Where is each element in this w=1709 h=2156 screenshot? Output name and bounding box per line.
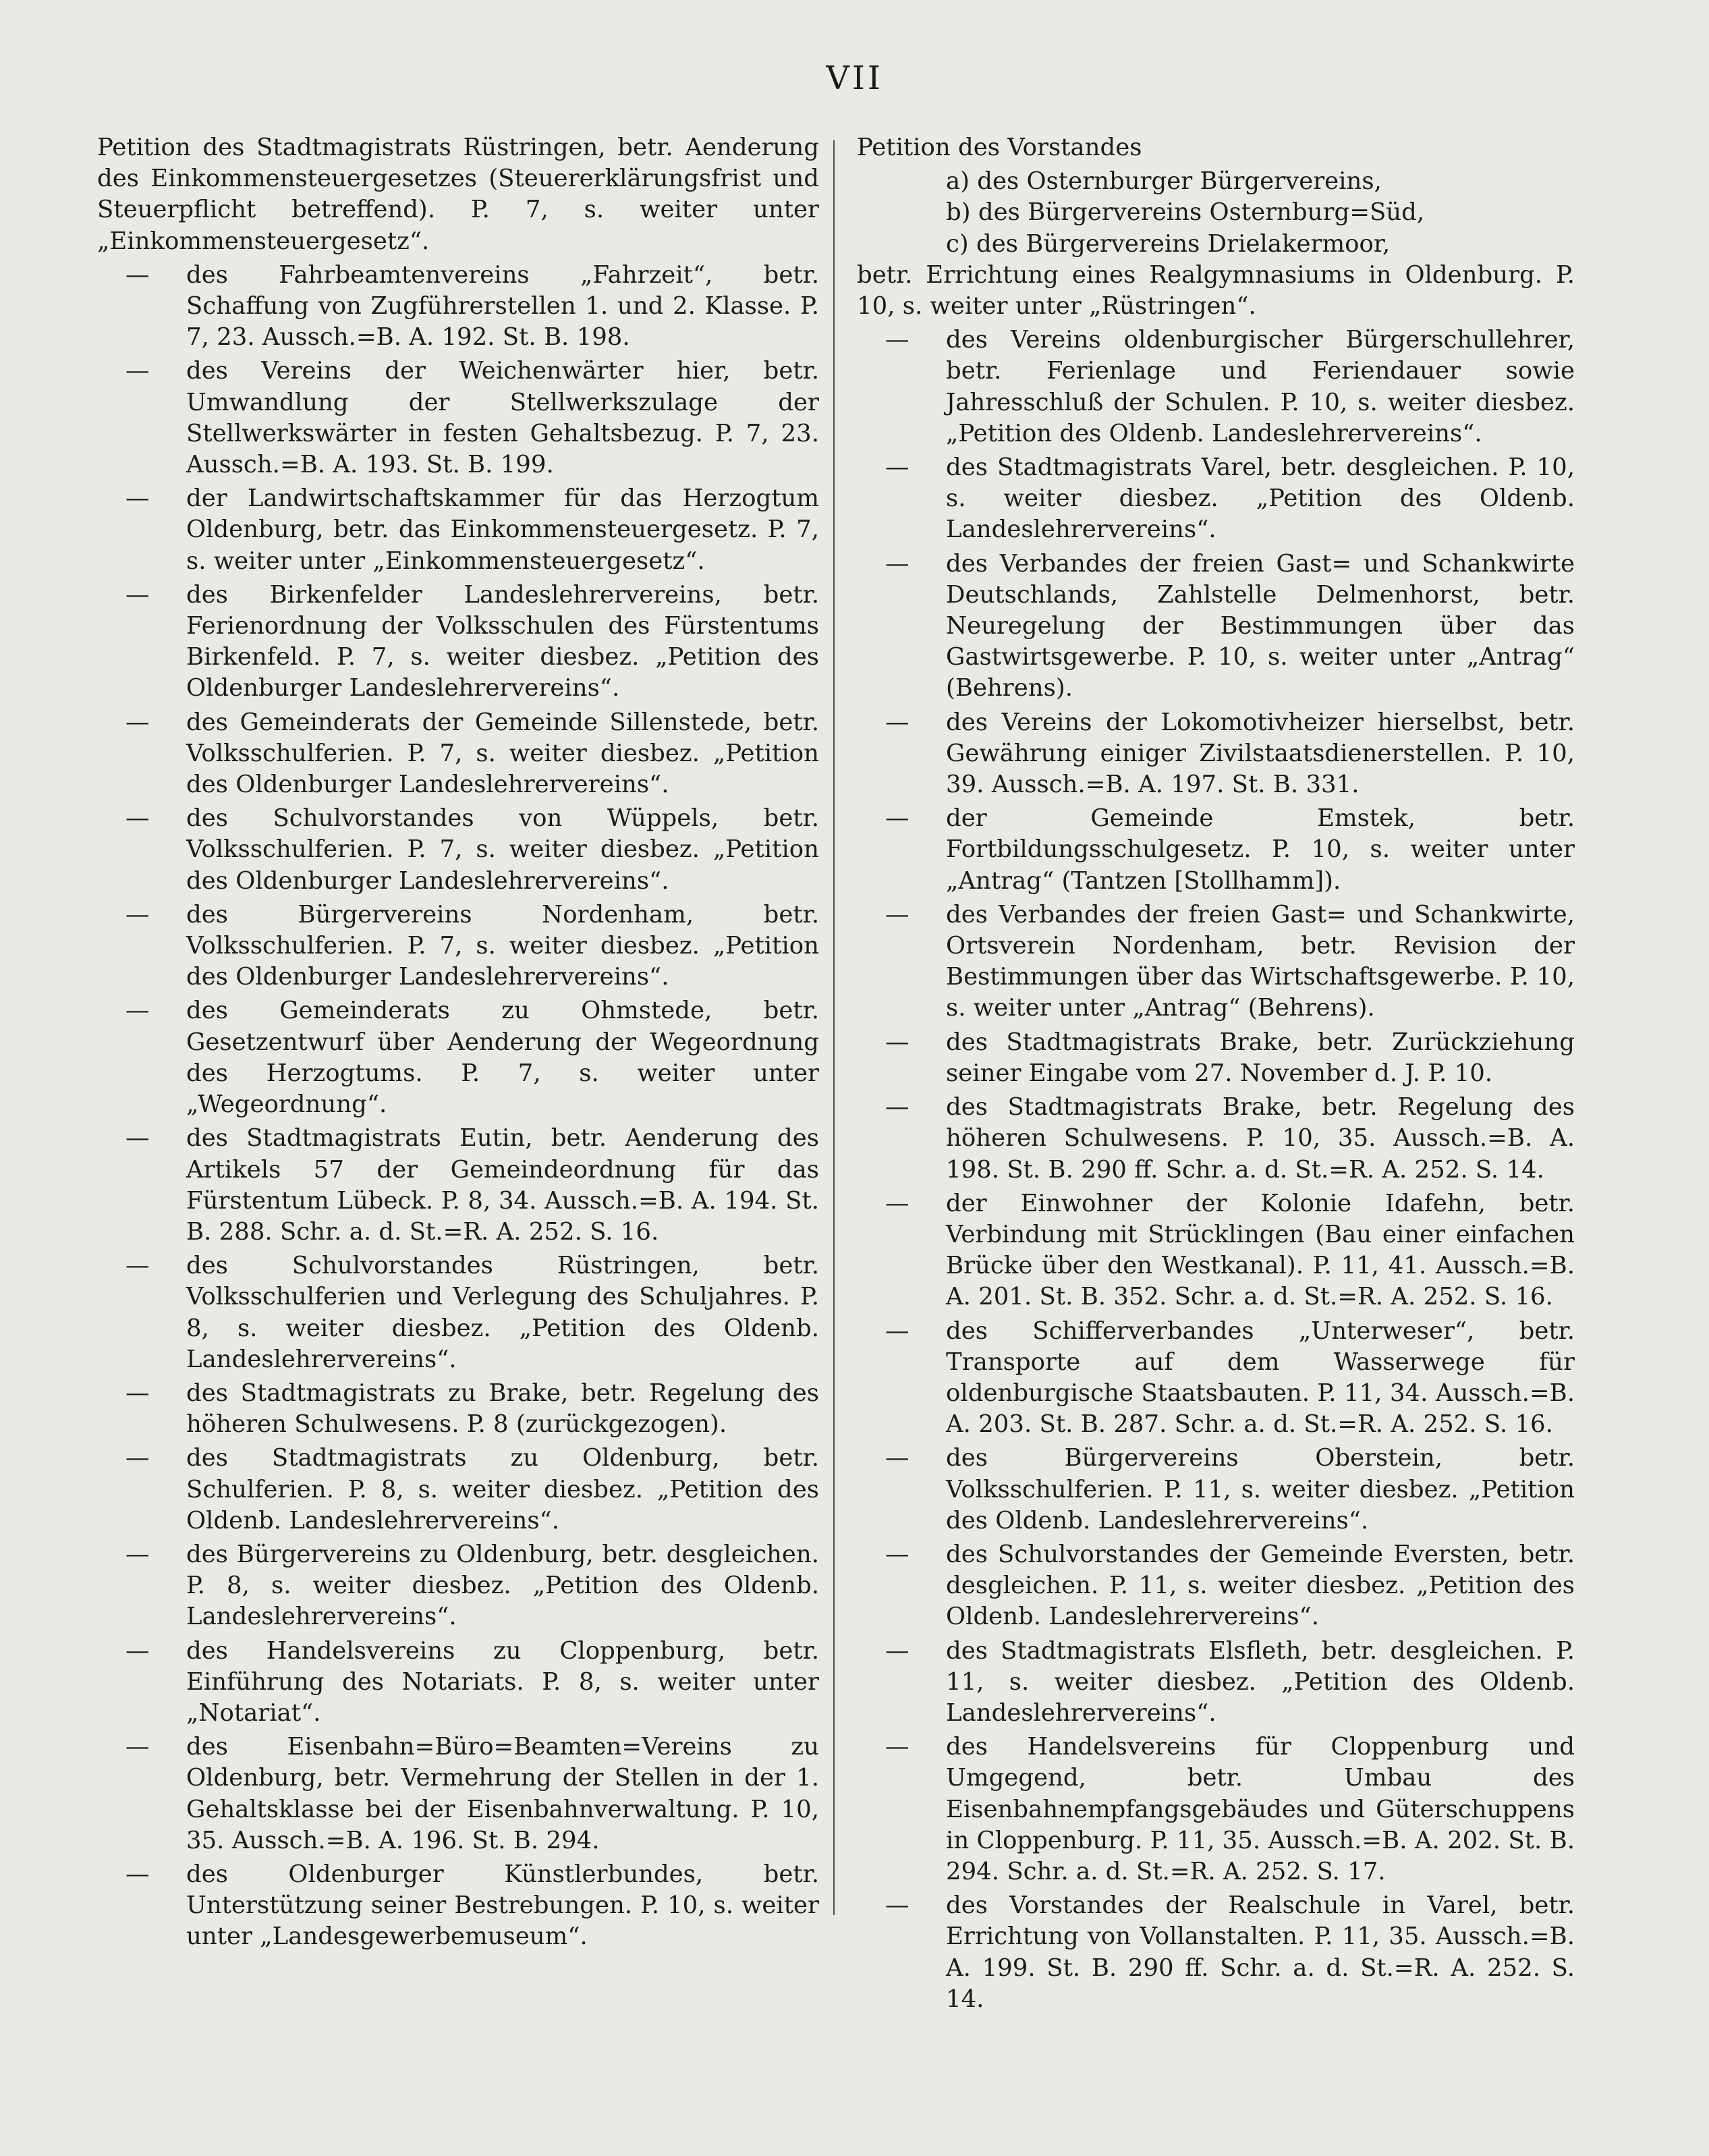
entry xyxy=(857,1539,1575,1633)
entry xyxy=(857,1732,1575,1887)
dash-mark: — xyxy=(125,485,150,513)
entry-text: des Schulvorstandes der Gemeinde Eversten, betr. desgleichen. P. 11, s. weiter diesbez. „Petition des Oldenb. Landeslehrervereins“. xyxy=(946,1540,1575,1631)
entry xyxy=(97,1443,819,1537)
sub-item: a) des Osternburger Bürgervereins, xyxy=(946,167,1382,196)
entry-head: Petition des Vorstandes xyxy=(857,134,1142,161)
entry-text: des Bürgervereins Nordenham, betr. Volksschulferien. P. 7, s. weiter diesbez. „Petition des Oldenburger Landeslehrervereins“. xyxy=(186,900,819,991)
dash-mark: — xyxy=(125,357,150,385)
entry-text: des Stadtmagistrats zu Brake, betr. Regelung des höheren Schulwesens. P. 8 (zurückgezogen). xyxy=(186,1379,819,1439)
entry xyxy=(97,1636,819,1730)
dash-mark: — xyxy=(885,1540,909,1568)
entry xyxy=(857,900,1575,1024)
dash-mark: — xyxy=(125,1860,150,1888)
entry xyxy=(97,1250,819,1375)
entry-text: des Vereins der Lokomotivheizer hierselbst, betr. Gewährung einiger Zivilstaatsdienerstellen. P. 10, 39. Aussch.=B. A. 197. St. B. 331. xyxy=(946,708,1575,799)
dash-mark: — xyxy=(125,900,150,929)
dash-mark: — xyxy=(885,1317,909,1345)
entry-text: der Einwohner der Kolonie Idafehn, betr. Verbindung mit Strücklingen (Bau einer einfachen Brücke über den Westkanal). P. 11, 41. Aussch.=B. A. 201. St. B. 352. Schr. a. d. St.=R. A. 252. S. 16. xyxy=(946,1189,1575,1311)
dash-mark: — xyxy=(885,804,909,833)
dash-mark: — xyxy=(885,1093,909,1122)
dash-mark: — xyxy=(125,1252,150,1280)
dash-mark: — xyxy=(125,580,150,609)
entry xyxy=(97,483,819,577)
entry-text: des Handelsvereins für Cloppenburg und Umgegend, betr. Umbau des Eisenbahnempfangsgebäudes und Güterschuppens in Cloppenburg. P. 11, 35. Aussch.=B. A. 202. St. B. 294. Schr. a. d. St.=R. A. 252. S. 17. xyxy=(946,1733,1575,1885)
entry xyxy=(97,1859,819,1953)
dash-mark: — xyxy=(885,900,909,929)
dash-mark: — xyxy=(125,260,150,289)
entry-text: des Stadtmagistrats Brake, betr. Zurückziehung seiner Eingabe vom 27. November d. J. P. 10. xyxy=(946,1028,1575,1087)
entry xyxy=(97,995,819,1120)
entry-text: des Stadtmagistrats Varel, betr. desgleichen. P. 10, s. weiter diesbez. „Petition des Oldenb. Landeslehrervereins“. xyxy=(946,453,1575,544)
entry-text: der Landwirtschaftskammer für das Herzogtum Oldenburg, betr. das Einkommensteuergesetz. P. 7, s. weiter unter „Einkommensteuergesetz“. xyxy=(186,485,819,575)
dash-mark: — xyxy=(885,453,909,482)
entry xyxy=(97,1378,819,1440)
entry xyxy=(857,1890,1575,2015)
sub-item: c) des Bürgervereins Drielakermoor, xyxy=(946,229,1391,258)
dash-mark: — xyxy=(885,708,909,736)
entry xyxy=(857,803,1575,897)
entry-text: des Stadtmagistrats Eutin, betr. Aenderung des Artikels 57 der Gemeindeordnung für das Fürstentum Lübeck. P. 8, 34. Aussch.=B. A. 194. St. B. 288. Schr. a. d. St.=R. A. 252. S. 16. xyxy=(186,1124,819,1246)
dash-mark: — xyxy=(125,708,150,736)
entry-text: des Vorstandes der Realschule in Varel, betr. Errichtung von Vollanstalten. P. 11, 35. Aussch.=B. A. 199. St. B. 290 ff. Schr. a. d. St.=R. A. 252. S. 14. xyxy=(946,1891,1575,2013)
entry xyxy=(857,1092,1575,1186)
entry-text: des Eisenbahn=Büro=Beamten=Vereins zu Oldenburg, betr. Vermehrung der Stellen in der 1. Gehaltsklasse bei der Eisenbahnverwaltung. P. 10, 35. Aussch.=B. A. 196. St. B. 294. xyxy=(186,1733,819,1854)
entry-text: des Schifferverbandes „Unterweser“, betr. Transporte auf dem Wasserwege für oldenburgische Staatsbauten. P. 11, 34. Aussch.=B. A. 203. St. B. 287. Schr. a. d. St.=R. A. 252. S. 16. xyxy=(946,1317,1575,1439)
dash-mark: — xyxy=(125,1379,150,1407)
page-number: VII xyxy=(826,59,883,97)
entry xyxy=(857,707,1575,801)
dash-mark: — xyxy=(125,804,150,833)
column-divider xyxy=(833,140,835,1915)
entry xyxy=(857,452,1575,546)
entry-text: des Schulvorstandes Rüstringen, betr. Volksschulferien und Verlegung des Schuljahres. P. 8, s. weiter diesbez. „Petition des Oldenb. Landeslehrervereins“. xyxy=(186,1252,819,1373)
dash-mark: — xyxy=(885,326,909,354)
entry xyxy=(97,1539,819,1633)
entry-text: des Birkenfelder Landeslehrervereins, betr. Ferienordnung der Volksschulen des Fürstentums Birkenfeld. P. 7, s. weiter diesbez. „Petition des Oldenburger Landeslehrervereins“. xyxy=(186,580,819,702)
entry-text: des Fahrbeamtenvereins „Fahrzeit“, betr. Schaffung von Zugführerstellen 1. und 2. Klasse. P. 7, 23. Aussch.=B. A. 192. St. B. 198. xyxy=(186,260,819,352)
entry-text: der Gemeinde Emstek, betr. Fortbildungsschulgesetz. P. 10, s. weiter unter „Antrag“ (Tantzen [Stollhamm]). xyxy=(946,804,1575,895)
dash-mark: — xyxy=(885,1189,909,1217)
entry-text: des Gemeinderats der Gemeinde Sillenstede, betr. Volksschulferien. P. 7, s. weiter diesbez. „Petition des Oldenburger Landeslehrervereins“. xyxy=(186,708,819,799)
entry xyxy=(857,1443,1575,1537)
entry xyxy=(857,549,1575,704)
entry-text: des Stadtmagistrats Elsfleth, betr. desgleichen. P. 11, s. weiter diesbez. „Petition des Oldenb. Landeslehrervereins“. xyxy=(946,1636,1575,1727)
entry xyxy=(857,1316,1575,1441)
left-column xyxy=(97,132,819,1956)
entry xyxy=(857,1188,1575,1313)
entry-text: des Verbandes der freien Gast= und Schankwirte, Ortsverein Nordenham, betr. Revision der Bestimmungen über das Wirtschaftsgewerbe. P. 10, s. weiter unter „Antrag“ (Behrens). xyxy=(946,900,1575,1022)
entry-text: des Bürgervereins zu Oldenburg, betr. desgleichen. P. 8, s. weiter diesbez. „Petition des Oldenb. Landeslehrervereins“. xyxy=(186,1540,819,1631)
entry xyxy=(97,260,819,354)
entry-text: des Verbandes der freien Gast= und Schankwirte Deutschlands, Zahlstelle Delmenhorst, betr. Neuregelung der Bestimmungen über das Gastwirtsgewerbe. P. 10, s. weiter unter „Antrag“ (Behrens). xyxy=(946,549,1575,702)
entry xyxy=(857,1636,1575,1730)
dash-mark: — xyxy=(125,1733,150,1761)
entry xyxy=(97,356,819,480)
sub-item: b) des Bürgervereins Osternburg=Süd, xyxy=(946,198,1425,227)
entry-first: Petition des Stadtmagistrats Rüstringen, betr. Aenderung des Einkommensteuergesetzes (Steuererklärungsfrist und Steuerpflicht betreffend). P. 7, s. weiter unter „Einkommensteuergesetz“. xyxy=(97,134,819,255)
entry-text: des Oldenburger Künstlerbundes, betr. Unterstützung seiner Bestrebungen. P. 10, s. weiter unter „Landesgewerbemuseum“. xyxy=(186,1860,819,1951)
entry-text: des Stadtmagistrats zu Oldenburg, betr. Schulferien. P. 8, s. weiter diesbez. „Petition des Oldenb. Landeslehrervereins“. xyxy=(186,1444,819,1535)
entry-text: des Bürgervereins Oberstein, betr. Volksschulferien. P. 11, s. weiter diesbez. „Petition des Oldenb. Landeslehrervereins“. xyxy=(946,1444,1575,1535)
entry-text: des Vereins der Weichenwärter hier, betr. Umwandlung der Stellwerkszulage der Stellwerkswärter in festen Gehaltsbezug. P. 7, 23. Aussch.=B. A. 193. St. B. 199. xyxy=(186,357,819,479)
entry xyxy=(97,707,819,801)
entry xyxy=(97,900,819,993)
entry-text: des Schulvorstandes von Wüppels, betr. Volksschulferien. P. 7, s. weiter diesbez. „Petition des Oldenburger Landeslehrervereins“. xyxy=(186,804,819,895)
entry-text: des Vereins oldenburgischer Bürgerschullehrer, betr. Ferienlage und Feriendauer sowie Jahresschluß der Schulen. P. 10, s. weiter diesbez. „Petition des Oldenb. Landeslehrervereins“. xyxy=(946,326,1575,447)
entry xyxy=(97,803,819,897)
dash-mark: — xyxy=(885,1733,909,1761)
entry xyxy=(857,1027,1575,1089)
dash-mark: — xyxy=(125,1124,150,1153)
dash-mark: — xyxy=(885,549,909,578)
entry xyxy=(97,1732,819,1856)
dash-mark: — xyxy=(885,1444,909,1472)
entry-head-tail: betr. Errichtung eines Realgymnasiums in Oldenburg. P. 10, s. weiter unter „Rüstringen“. xyxy=(857,260,1575,321)
entry-text: des Handelsvereins zu Cloppenburg, betr. Einführung des Notariats. P. 8, s. weiter unter „Notariat“. xyxy=(186,1636,819,1727)
entry-text: des Stadtmagistrats Brake, betr. Regelung des höheren Schulwesens. P. 10, 35. Aussch.=B. A. 198. St. B. 290 ff. Schr. a. d. St.=R. A. 252. S. 14. xyxy=(946,1093,1575,1184)
dash-mark: — xyxy=(125,997,150,1025)
entry-text: des Gemeinderats zu Ohmstede, betr. Gesetzentwurf über Aenderung der Wegeordnung des Herzogtums. P. 7, s. weiter unter „Wegeordnung“. xyxy=(186,997,819,1119)
entry xyxy=(97,1123,819,1248)
entry xyxy=(97,580,819,704)
dash-mark: — xyxy=(885,1891,909,1920)
dash-mark: — xyxy=(125,1636,150,1665)
dash-mark: — xyxy=(125,1444,150,1472)
entry xyxy=(857,325,1575,449)
dash-mark: — xyxy=(885,1636,909,1665)
dash-mark: — xyxy=(125,1540,150,1568)
right-column xyxy=(857,132,1575,2018)
dash-mark: — xyxy=(885,1028,909,1056)
